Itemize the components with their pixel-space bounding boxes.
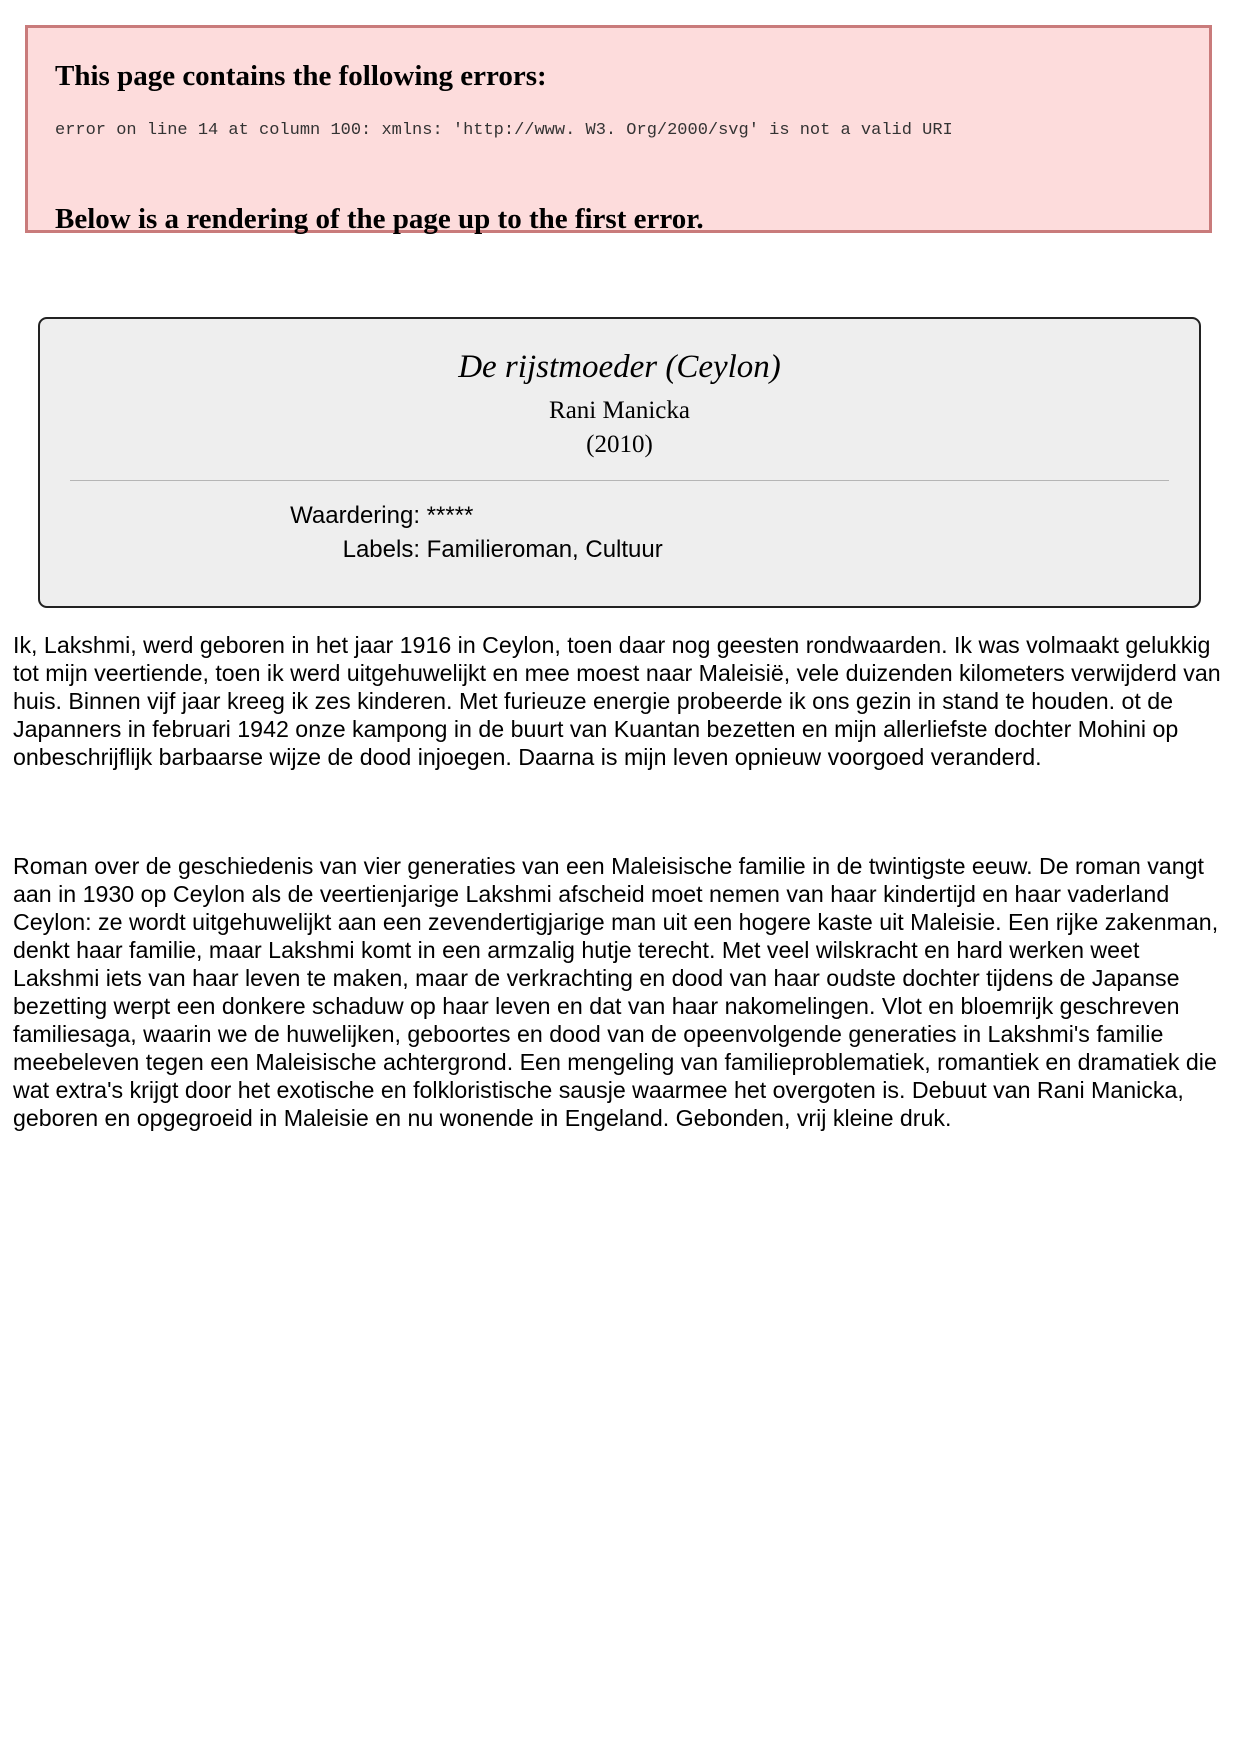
xml-error-box <box>25 25 1212 233</box>
error-message: error on line 14 at column 100: xmlns: 'http://www. W3. Org/2000/svg' is not a valid URI <box>55 121 953 140</box>
book-author: Rani Manicka <box>549 397 690 424</box>
labels-value: Familieroman, Cultuur <box>426 536 663 563</box>
book-card <box>38 317 1201 608</box>
summary-paragraph: Ik, Lakshmi, werd geboren in het jaar 1916 in Ceylon, toen daar nog geesten rondwaarden. Ik was volmaakt gelukkig tot mijn veertiende, toen ik werd uitgehuwelijkt en mee moest naar Maleisië, vele duizenden kilometers verwijderd van huis. Binnen vijf jaar kreeg ik zes kinderen. Met furieuze energie probeerde ik ons gezin in stand te houden. ot de Japanners in februari 1942 onze kampong in de buurt van Kuantan bezetten en mijn allerliefste dochter Mohini op onbeschrijflijk barbaarse wijze de dood injoegen. Daarna is mijn leven opnieuw voorgoed veranderd. <box>13 632 1221 770</box>
review-paragraph: Roman over de geschiedenis van vier generaties van een Maleisische familie in de twintigste eeuw. De roman vangt aan in 1930 op Ceylon als de veertienjarige Lakshmi afscheid moet nemen van haar kindertijd en haar vaderland Ceylon: ze wordt uitgehuwelijkt aan een zevendertigjarige man uit een hogere kaste uit Maleisie. Een rijke zakenman, denkt haar familie, maar Lakshmi komt in een armzalig hutje terecht. Met veel wilskracht en hard werken weet Lakshmi iets van haar leven te maken, maar de verkrachting en dood van haar oudste dochter tijdens de Japanse bezetting werpt een donkere schaduw op haar leven en dat van haar nakomelingen. Vlot en bloemrijk geschreven familiesaga, waarin we de huwelijken, geboortes en dood van de opeenvolgende generaties in Lakshmi's familie meebeleven tegen een Maleisische achtergrond. Een mengeling van familieproblematiek, romantiek en dramatiek die wat extra's krijgt door het exotische en folkloristische sausje waarmee het overgoten is. Debuut van Rani Manicka, geboren en opgegroeid in Maleisie en nu wonende in Engeland. Gebonden, vrij kleine druk. <box>13 853 1219 1131</box>
card-divider <box>70 480 1169 481</box>
rating-label: Waardering: <box>290 502 420 529</box>
book-title: De rijstmoeder (Ceylon) <box>458 349 781 385</box>
rating-value: ***** <box>426 502 474 529</box>
error-title: This page contains the following errors: <box>55 60 547 92</box>
labels-row <box>40 536 663 564</box>
book-year: (2010) <box>586 431 653 458</box>
rating-row <box>40 502 473 530</box>
labels-label: Labels: <box>342 536 420 563</box>
error-subtitle: Below is a rendering of the page up to the first error. <box>55 203 704 235</box>
